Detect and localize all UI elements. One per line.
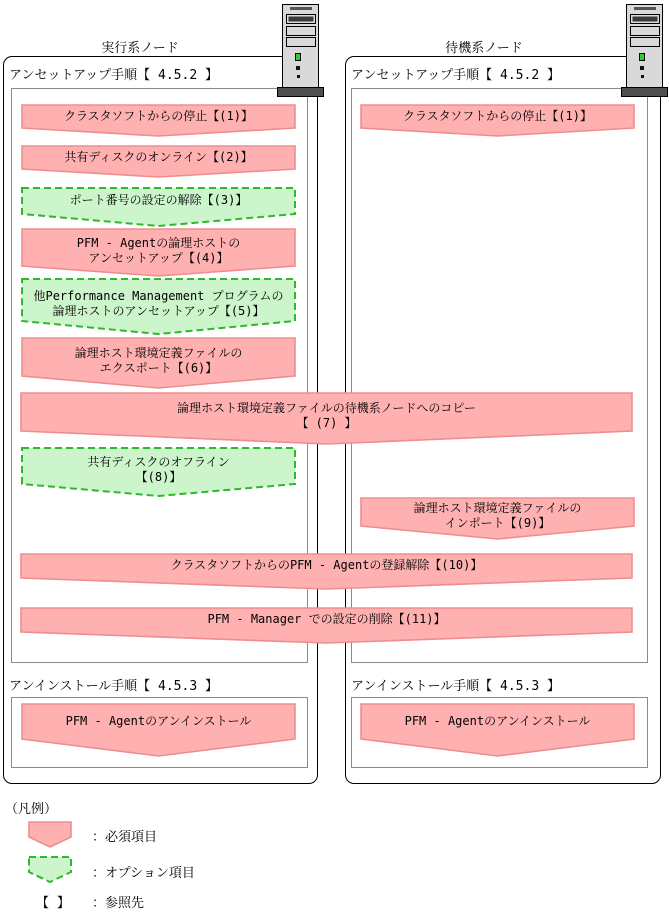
flow-step-label: PFM - Agentのアンインストール: [404, 713, 591, 728]
standby-uninstall-title: アンインストール手順【 4.5.3 】: [349, 675, 562, 694]
legend-required-shape: [28, 821, 72, 848]
active-uninstall-title: アンインストール手順【 4.5.3 】: [7, 675, 220, 694]
step-shape-optional: [28, 856, 72, 884]
legend-optional-shape: [28, 856, 72, 884]
active-node-label: 実行系ノード: [101, 41, 179, 56]
flow-step-label: クラスタソフトからのPFM - Agentの登録解除【(10)】: [170, 558, 483, 572]
flow-step-shared-disk-offline: [21, 447, 296, 498]
flow-step-shared-disk-online: [21, 145, 296, 179]
flow-step-label: 論理ホスト環境定義ファイルの インポート【(9)】: [413, 500, 582, 530]
flow-step-uninstall-pfm-agent-standby: [360, 703, 635, 758]
flow-step-export-logical-host-env-file: [21, 337, 296, 390]
flow-step-import-logical-host-env-file: [360, 497, 635, 541]
flow-step-label: クラスタソフトからの停止【(1)】: [403, 108, 592, 123]
flow-step-label: 論理ホスト環境定義ファイルの エクスポート【(6)】: [74, 345, 243, 375]
flow-step-pfm-agent-logical-host-unsetup: [21, 228, 296, 278]
flow-step-label: ポート番号の設定の解除【(3)】: [69, 193, 248, 207]
flow-step-stop-cluster-active: [21, 104, 296, 138]
flow-step-label: 他Performance Management プログラムの 論理ホストのアンセットアップ【(5)】: [33, 288, 284, 318]
flow-step-label: 共有ディスクのオンライン【(2)】: [64, 149, 253, 164]
flow-step-label: PFM - Agentのアンインストール: [65, 713, 252, 728]
legend-optional-label: ：オプション項目: [92, 866, 195, 881]
flow-step-copy-env-file-to-standby: [20, 392, 633, 446]
flow-step-label: 論理ホスト環境定義ファイルの待機系ノードへのコピー 【 (7) 】: [177, 400, 476, 430]
flow-step-unregister-pfm-agent-from-cluster: [20, 553, 633, 591]
server-icon-standby: [621, 3, 669, 97]
flow-step-stop-cluster-standby: [360, 104, 635, 138]
flow-step-other-pm-program-unsetup: [21, 278, 296, 336]
server-icon-active: [277, 3, 325, 97]
flow-step-uninstall-pfm-agent-active: [21, 703, 296, 758]
flow-step-label: PFM - Manager での設定の削除【(11)】: [207, 612, 446, 626]
legend-reference-symbol: 【 】: [36, 896, 70, 911]
step-shape-required: [28, 821, 72, 849]
standby-unsetup-title: アンセットアップ手順【 4.5.2 】: [349, 64, 562, 83]
flow-step-label: 共有ディスクのオフライン 【(8)】: [87, 454, 230, 484]
flow-step-delete-settings-on-pfm-manager: [20, 607, 633, 645]
legend-reference-label: ：参照先: [92, 896, 145, 911]
flow-step-port-number-unset: [21, 187, 296, 228]
flow-step-label: クラスタソフトからの停止【(1)】: [64, 108, 253, 123]
standby-node-label: 待機系ノード: [445, 41, 523, 56]
legend-title: （凡例）: [5, 802, 58, 817]
flow-step-label: PFM - Agentの論理ホストの アンセットアップ【(4)】: [76, 236, 241, 265]
active-unsetup-title: アンセットアップ手順【 4.5.2 】: [7, 64, 220, 83]
legend-required-label: ：必須項目: [92, 830, 158, 845]
